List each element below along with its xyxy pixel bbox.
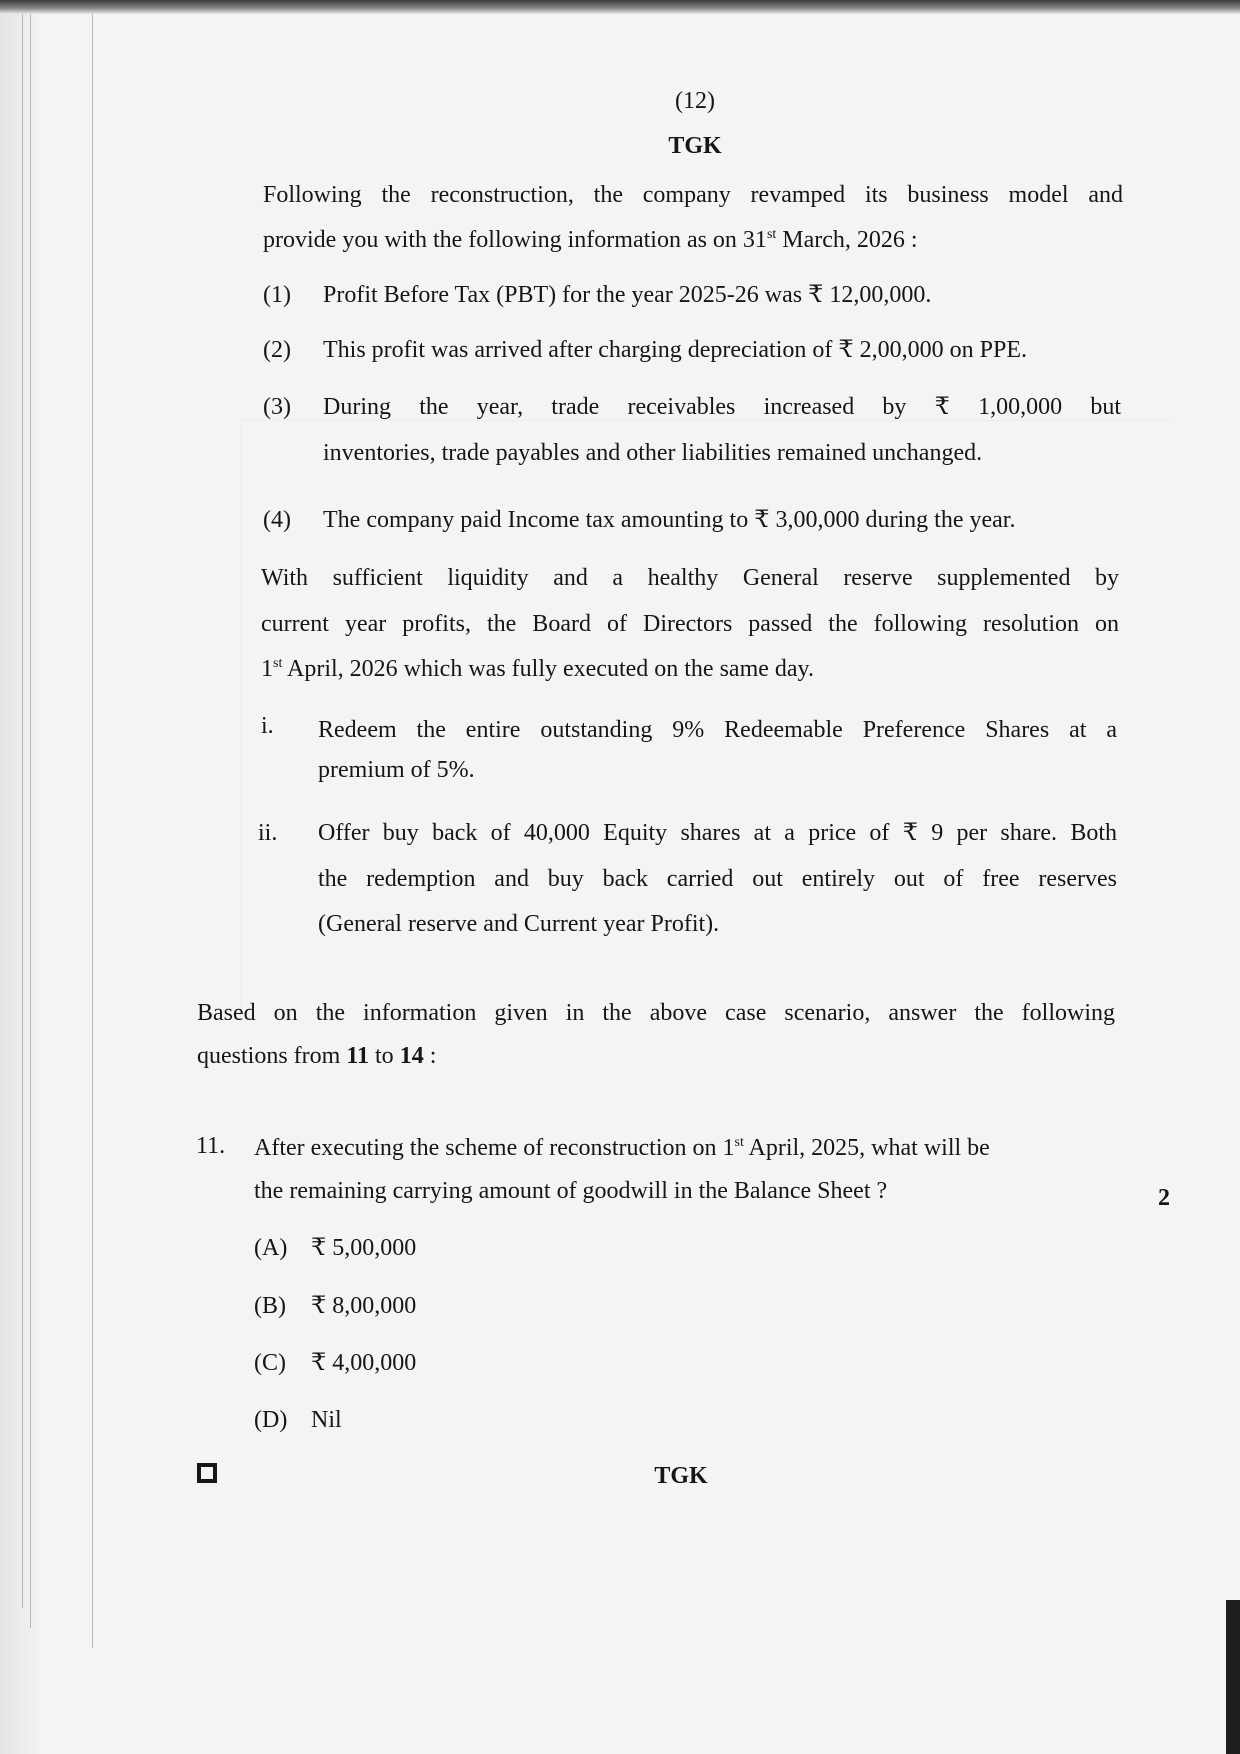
question-number: 11. bbox=[196, 1133, 226, 1159]
option-label: (D) bbox=[254, 1407, 288, 1433]
paper-code-top: TGK bbox=[668, 133, 722, 159]
resolution-text: (General reserve and Current year Profit). bbox=[318, 911, 720, 937]
option-text: ₹ 4,00,000 bbox=[311, 1350, 417, 1376]
resolution-text: Redeem the entire outstanding 9% Redeemable Preference Shares at a bbox=[318, 717, 1117, 743]
intro-line-1: Following the reconstruction, the company revamped its business model and bbox=[263, 182, 1123, 208]
option-text: Nil bbox=[311, 1407, 342, 1433]
page-edge-line bbox=[30, 8, 31, 1628]
option-text: ₹ 5,00,000 bbox=[311, 1235, 417, 1261]
resolution-text: premium of 5%. bbox=[318, 757, 475, 783]
item-number: (1) bbox=[263, 282, 291, 308]
page-edge-line bbox=[22, 8, 23, 1608]
paper-code-bottom: TGK bbox=[654, 1463, 708, 1489]
intro-line-2: provide you with the following information as on 31st March, 2026 : bbox=[263, 227, 918, 253]
item-number: (3) bbox=[263, 394, 291, 420]
item-text: The company paid Income tax amounting to ₹ 3,00,000 during the year. bbox=[323, 507, 1016, 533]
option-label: (B) bbox=[254, 1293, 286, 1319]
resolution-line-2: current year profits, the Board of Directors passed the following resolution on bbox=[261, 611, 1119, 637]
instruction-line-2: questions from 11 to 14 : bbox=[197, 1043, 437, 1069]
item-text: This profit was arrived after charging depreciation of ₹ 2,00,000 on PPE. bbox=[323, 337, 1027, 363]
resolution-number: ii. bbox=[258, 820, 278, 846]
option-label: (C) bbox=[254, 1350, 286, 1376]
question-text-line-1: After executing the scheme of reconstruction on 1st April, 2025, what will be bbox=[254, 1135, 990, 1161]
option-text: ₹ 8,00,000 bbox=[311, 1293, 417, 1319]
resolution-text: the redemption and buy back carried out entirely out of free reserves bbox=[318, 866, 1117, 892]
question-text-line-2: the remaining carrying amount of goodwill in the Balance Sheet ? bbox=[254, 1178, 888, 1204]
resolution-line-3: 1st April, 2026 which was fully executed on the same day. bbox=[261, 656, 814, 682]
item-number: (4) bbox=[263, 507, 291, 533]
instruction-line-1: Based on the information given in the above case scenario, answer the following bbox=[197, 1000, 1115, 1026]
option-label: (A) bbox=[254, 1235, 288, 1261]
question-marks: 2 bbox=[1158, 1185, 1170, 1211]
item-text: During the year, trade receivables increased by ₹ 1,00,000 but bbox=[323, 394, 1121, 420]
item-text: Profit Before Tax (PBT) for the year 2025-26 was ₹ 12,00,000. bbox=[323, 282, 932, 308]
page-edge-line bbox=[92, 8, 93, 1648]
page-number: (12) bbox=[675, 88, 715, 114]
scan-top-edge bbox=[0, 0, 1240, 14]
resolution-text: Offer buy back of 40,000 Equity shares at a price of ₹ 9 per share. Both bbox=[318, 820, 1117, 846]
item-number: (2) bbox=[263, 337, 291, 363]
resolution-number: i. bbox=[261, 713, 274, 739]
scan-right-edge bbox=[1226, 1600, 1240, 1754]
item-text: inventories, trade payables and other liabilities remained unchanged. bbox=[323, 440, 983, 466]
resolution-line-1: With sufficient liquidity and a healthy General reserve supplemented by bbox=[261, 565, 1119, 591]
